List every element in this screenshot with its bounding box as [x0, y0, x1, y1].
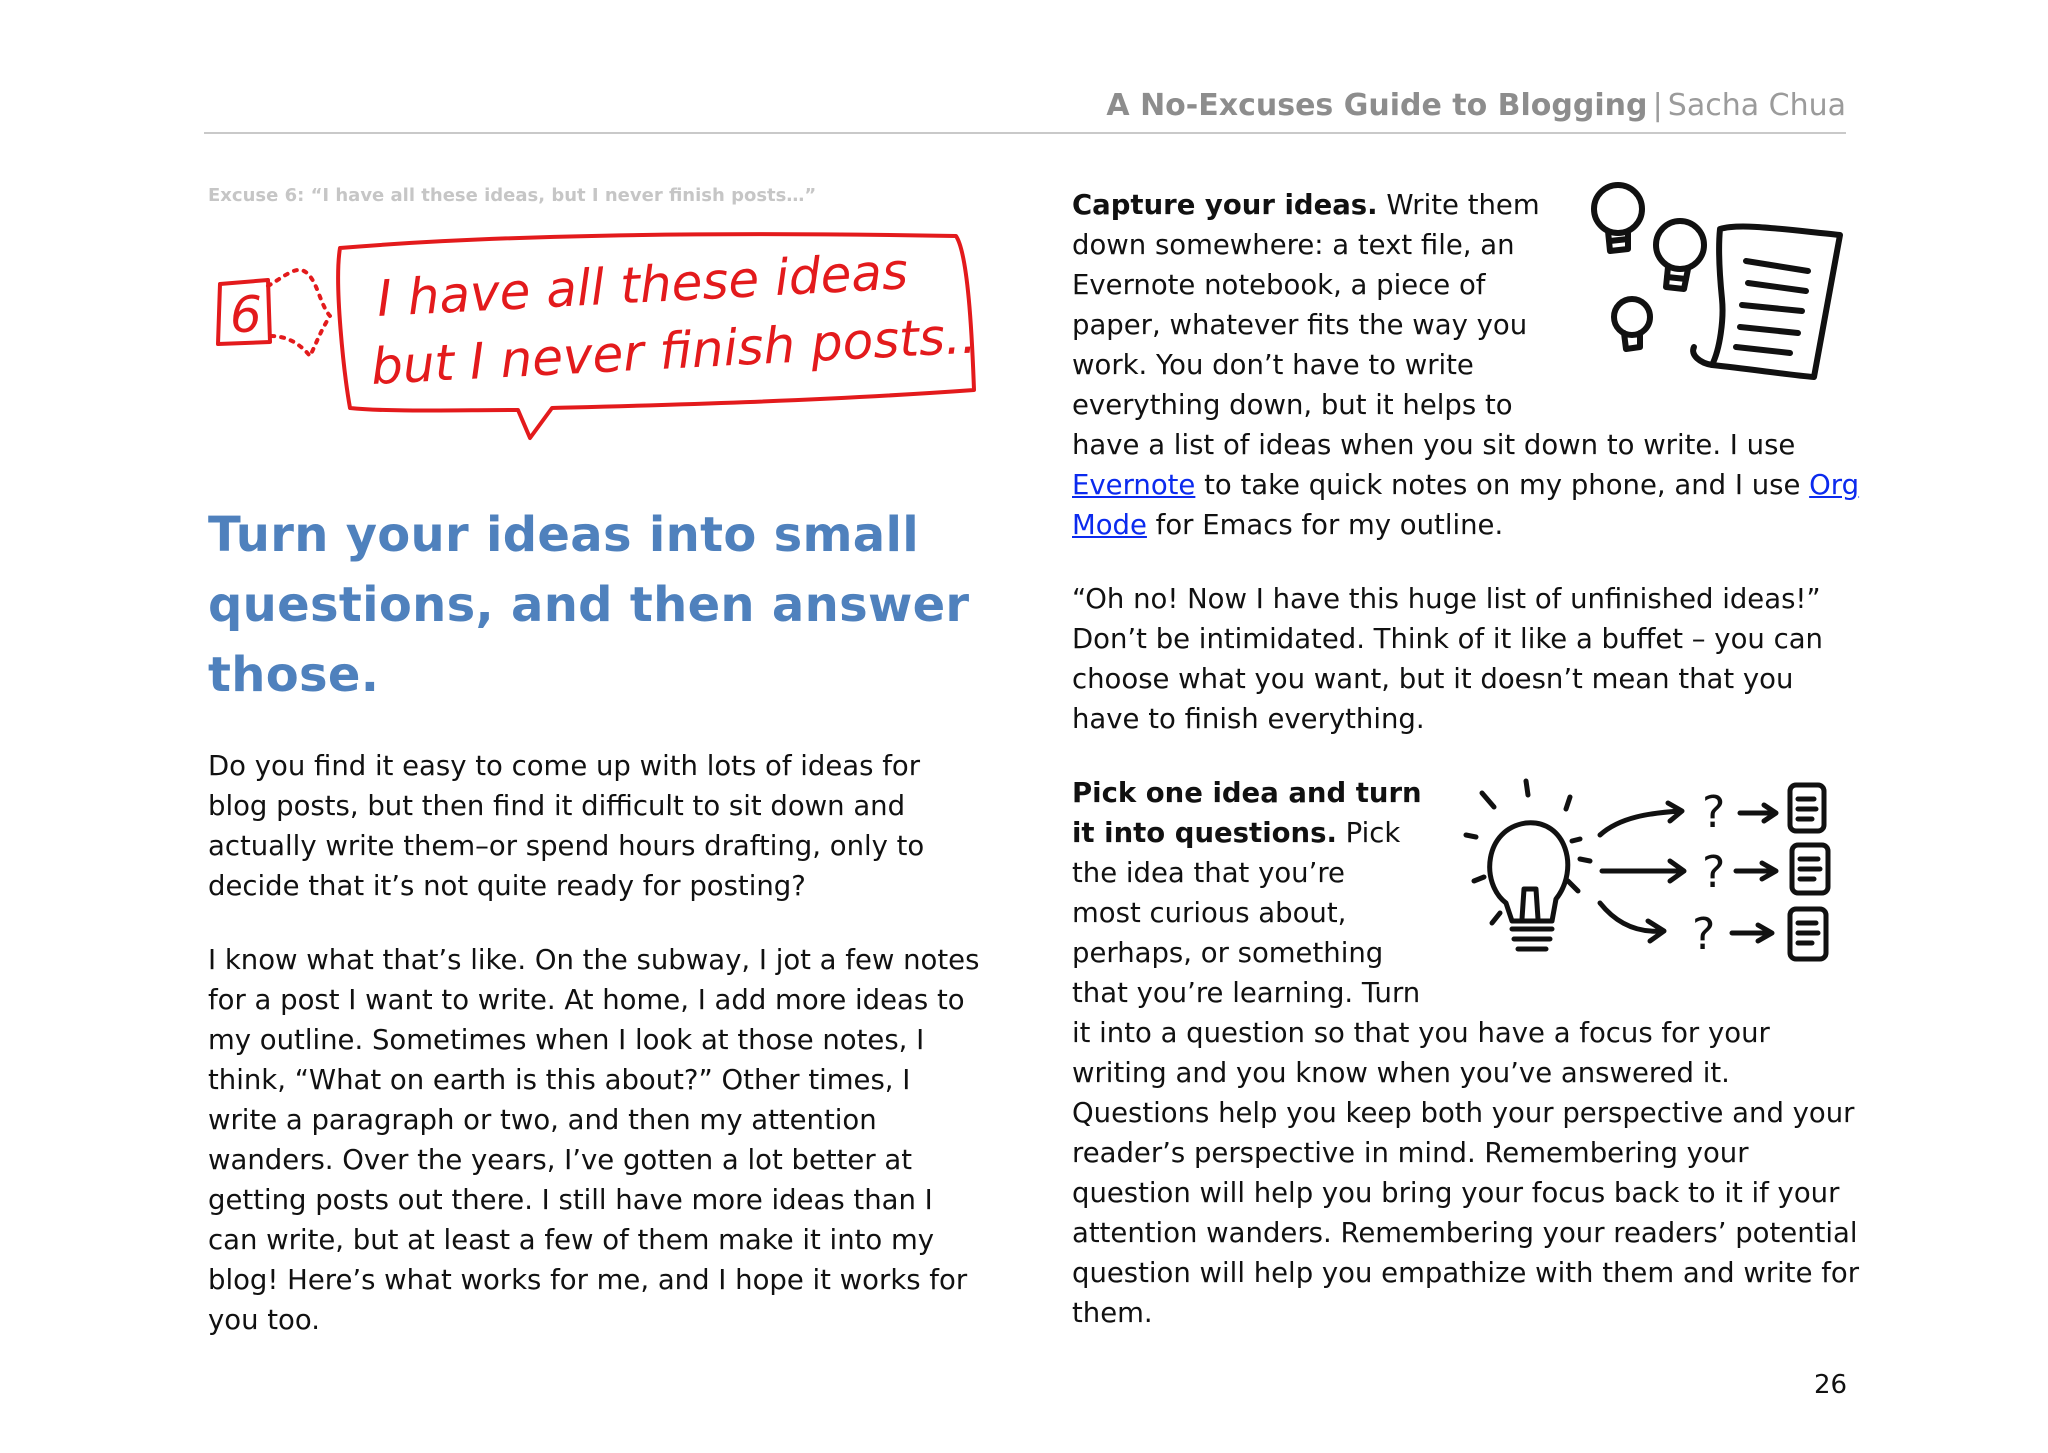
page-number: 26	[1814, 1370, 1848, 1400]
header-separator: |	[1652, 88, 1663, 123]
bulb	[1490, 823, 1568, 921]
capture-paragraph	[1072, 185, 1860, 545]
evernote-link[interactable]: Evernote	[1072, 469, 1196, 501]
capture-text-2: to take quick notes on my phone, and I use	[1195, 469, 1810, 501]
arrow-bottom	[1600, 903, 1664, 941]
question-mark-3: ?	[1692, 909, 1716, 960]
idea-to-questions-illustration	[1440, 773, 1860, 993]
question-mark-1: ?	[1702, 787, 1726, 838]
bulb-3	[1614, 299, 1650, 335]
questions-svg	[1440, 773, 1860, 993]
bubble-line-1: I have all these ideas	[375, 242, 910, 328]
buffet-paragraph: “Oh no! Now I have this huge list of unfinished ideas!” Don’t be intimidated. Think of it like a buffet – you can choose what you want, but it doesn’t mean that you have to finish everything.	[1072, 583, 1823, 735]
bubble-line-2: but I never finish posts..	[369, 306, 978, 396]
book-title: A No-Excuses Guide to Blogging	[1106, 88, 1648, 123]
capture-text-1: Write them down somewhere: a text file, an Evernote notebook, a piece of paper, whatever fits the way you work. You don’t have to write everything down, but it helps to have a list of ideas when you sit down to write. I use	[1072, 189, 1796, 461]
arrow-top	[1600, 803, 1682, 835]
intro-paragraph: Do you find it easy to come up with lots of ideas for blog posts, but then find it difficult to sit down and actually write them–or spend hours drafting, only to decide that it’s not quite ready for posting?	[208, 750, 925, 902]
bulb-2	[1656, 221, 1704, 269]
bubble-number: 6	[230, 286, 262, 344]
arrow-middle	[1602, 861, 1684, 881]
pick-paragraph	[1072, 773, 1860, 1333]
speech-bubble-illustration	[208, 224, 978, 470]
experience-paragraph: I know what that’s like. On the subway, I jot a few notes for a post I want to write. At home, I add more ideas to my outline. Sometimes when I look at those notes, I think, “What on earth is this about?” Other times, I write a paragraph or two, and then my attention wanders. Over the years, I’ve gotten a lot better at getting posts out there. I still have more ideas than I can write, but at least a few of them make it into my blog! Here’s what works for me, and I hope it works for you too.	[208, 944, 980, 1336]
pick-lead: Pick one idea and turn it into questions.	[1072, 777, 1422, 849]
right-column	[1072, 185, 1860, 1367]
org-mode-link[interactable]: Org Mode	[1072, 469, 1860, 541]
lightbulbs-svg	[1570, 179, 1860, 401]
left-column	[208, 185, 988, 1374]
question-mark-2: ?	[1702, 847, 1726, 898]
lightbulbs-and-list-illustration	[1570, 179, 1860, 401]
author-name: Sacha Chua	[1667, 88, 1846, 123]
section-heading: Turn your ideas into small questions, and then answer those.	[208, 507, 970, 703]
running-header	[204, 88, 1846, 134]
dotted-connector	[268, 270, 330, 356]
bulb-1	[1594, 185, 1642, 233]
excuse-label: Excuse 6: “I have all these ideas, but I never finish posts…”	[208, 185, 817, 206]
pick-text: Pick the idea that you’re most curious about, perhaps, or something that you’re learning. Turn it into a question so that you have a focus for your writing and you know when you’ve answered it. Questions help you keep both your perspective and your reader’s perspective in mind. Remembering your question will help you bring your focus back to it if your attention wanders. Remembering your readers’ potential question will help you empathize with them and write for them.	[1072, 817, 1860, 1329]
capture-lead: Capture your ideas.	[1072, 189, 1378, 221]
capture-text-3: for Emacs for my outline.	[1146, 509, 1504, 541]
speech-bubble-svg	[208, 224, 978, 470]
